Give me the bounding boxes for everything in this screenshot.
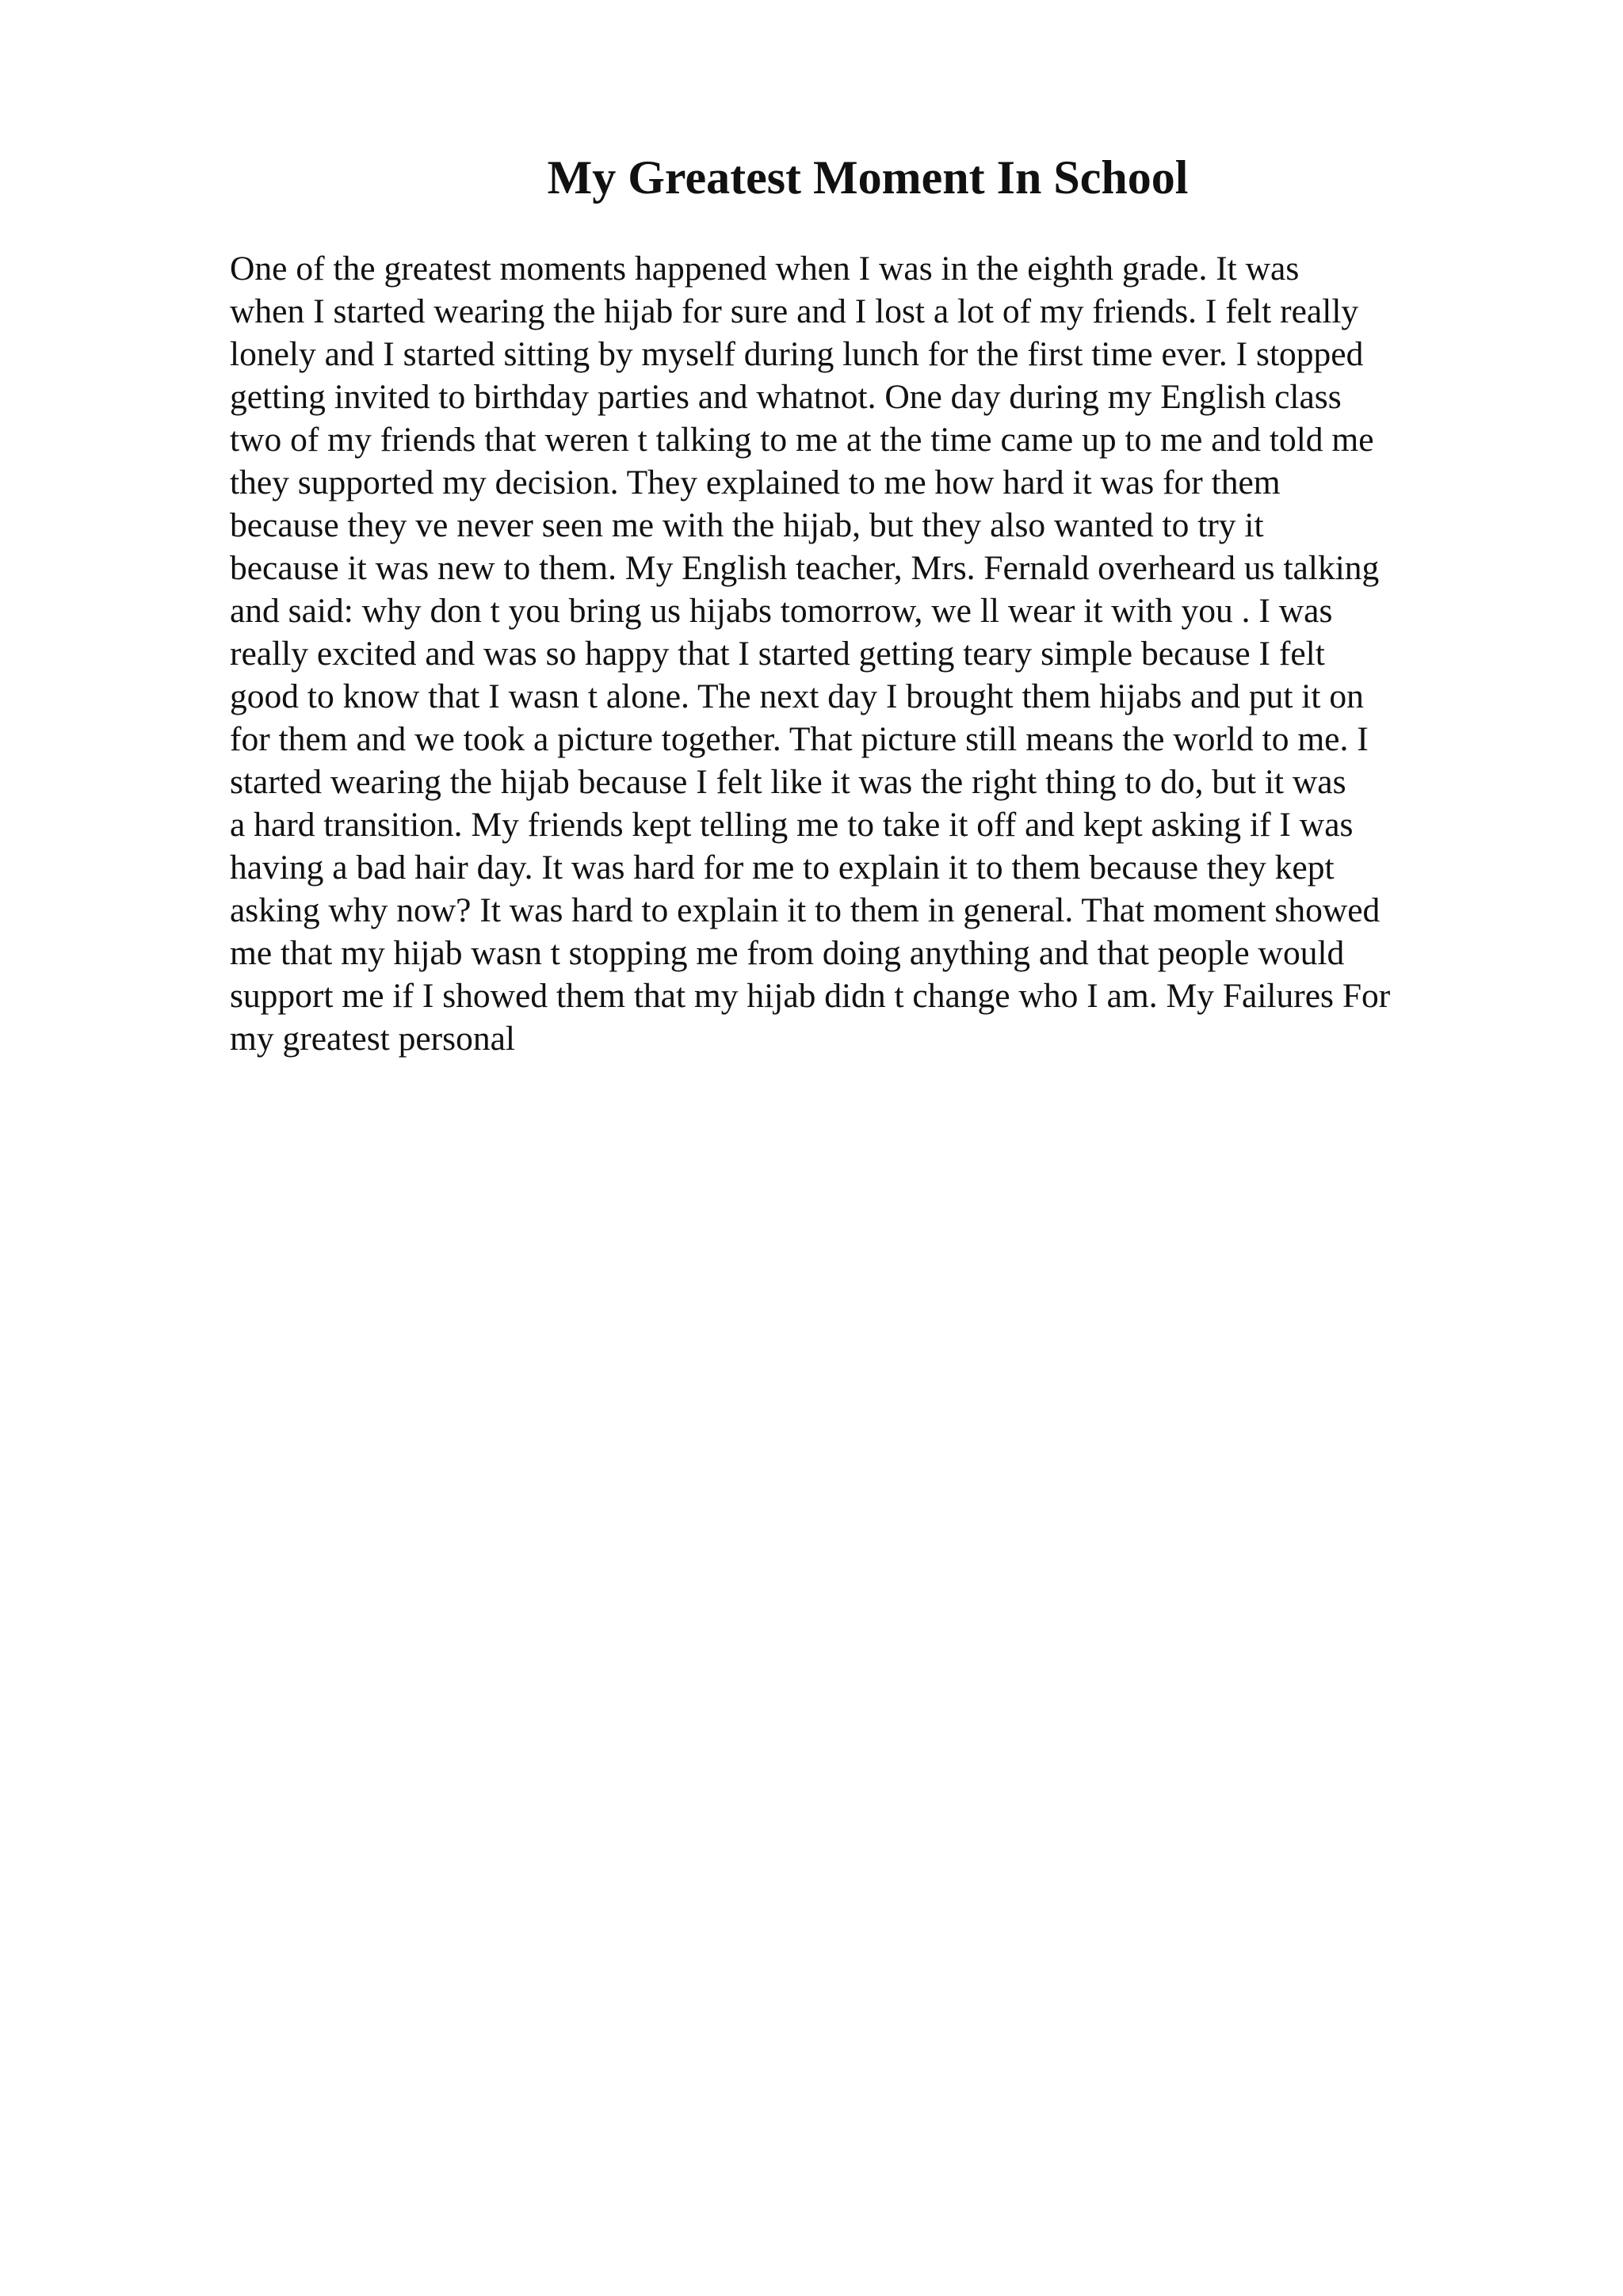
body-line: started wearing the hijab because I felt like it was the right thing to do, but it was	[230, 763, 1346, 801]
document-body	[230, 247, 1514, 1060]
body-line: my greatest personal	[230, 1020, 515, 1058]
body-line: for them and we took a picture together. That picture still means the world to me. I	[230, 720, 1369, 758]
body-line: me that my hijab wasn t stopping me from doing anything and that people would	[230, 934, 1345, 972]
body-line: good to know that I wasn t alone. The next day I brought them hijabs and put it on	[230, 677, 1364, 715]
body-line: support me if I showed them that my hijab didn t change who I am. My Failures For	[230, 977, 1391, 1015]
body-line: two of my friends that weren t talking to me at the time came up to me and told me	[230, 421, 1374, 459]
body-line: One of the greatest moments happened when I was in the eighth grade. It was	[230, 250, 1300, 288]
document-title: My Greatest Moment In School	[547, 151, 1189, 204]
body-line: because it was new to them. My English teacher, Mrs. Fernald overheard us talking	[230, 549, 1380, 587]
body-line: lonely and I started sitting by myself during lunch for the first time ever. I stopped	[230, 335, 1364, 373]
body-line: and said: why don t you bring us hijabs tomorrow, we ll wear it with you . I was	[230, 592, 1333, 630]
body-line: getting invited to birthday parties and whatnot. One day during my English class	[230, 378, 1342, 416]
body-line: when I started wearing the hijab for sure and I lost a lot of my friends. I felt really	[230, 292, 1359, 330]
body-line: they supported my decision. They explained to me how hard it was for them	[230, 463, 1281, 502]
body-line: a hard transition. My friends kept telling me to take it off and kept asking if I was	[230, 806, 1354, 844]
body-line: asking why now? It was hard to explain it to them in general. That moment showed	[230, 891, 1381, 929]
body-line: really excited and was so happy that I started getting teary simple because I felt	[230, 635, 1325, 673]
body-line: having a bad hair day. It was hard for me to explain it to them because they kept	[230, 849, 1335, 887]
body-line: because they ve never seen me with the hijab, but they also wanted to try it	[230, 506, 1264, 544]
